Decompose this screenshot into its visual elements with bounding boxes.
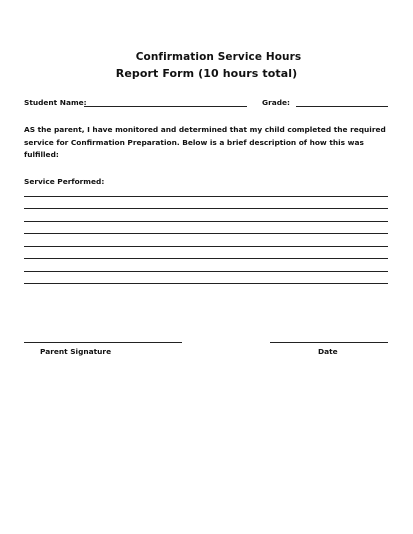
service-line-1[interactable] xyxy=(24,196,388,197)
form-title-line-2: Report Form (10 hours total) xyxy=(115,67,298,80)
service-line-6[interactable] xyxy=(24,258,388,259)
parent-statement: AS the parent, I have monitored and determined that my child completed the required service for Confirmation Preparation. Below is a brief description of how this was fulfilled: xyxy=(24,125,386,160)
service-line-3[interactable] xyxy=(24,221,388,222)
service-line-4[interactable] xyxy=(24,233,388,234)
parent-signature-label: Parent Signature xyxy=(40,347,112,356)
service-line-5[interactable] xyxy=(24,246,388,247)
student-name-label: Student Name: xyxy=(24,98,87,107)
parent-signature-line[interactable] xyxy=(24,342,182,343)
date-label: Date xyxy=(318,347,338,356)
service-line-8[interactable] xyxy=(24,283,388,284)
grade-label: Grade: xyxy=(262,98,290,107)
form-title-line-1: Confirmation Service Hours xyxy=(135,51,302,63)
service-performed-label: Service Performed: xyxy=(24,177,105,186)
service-line-7[interactable] xyxy=(24,271,388,272)
date-line[interactable] xyxy=(270,342,388,343)
grade-field[interactable] xyxy=(296,106,388,107)
service-line-2[interactable] xyxy=(24,208,388,209)
student-name-field[interactable] xyxy=(84,106,247,107)
